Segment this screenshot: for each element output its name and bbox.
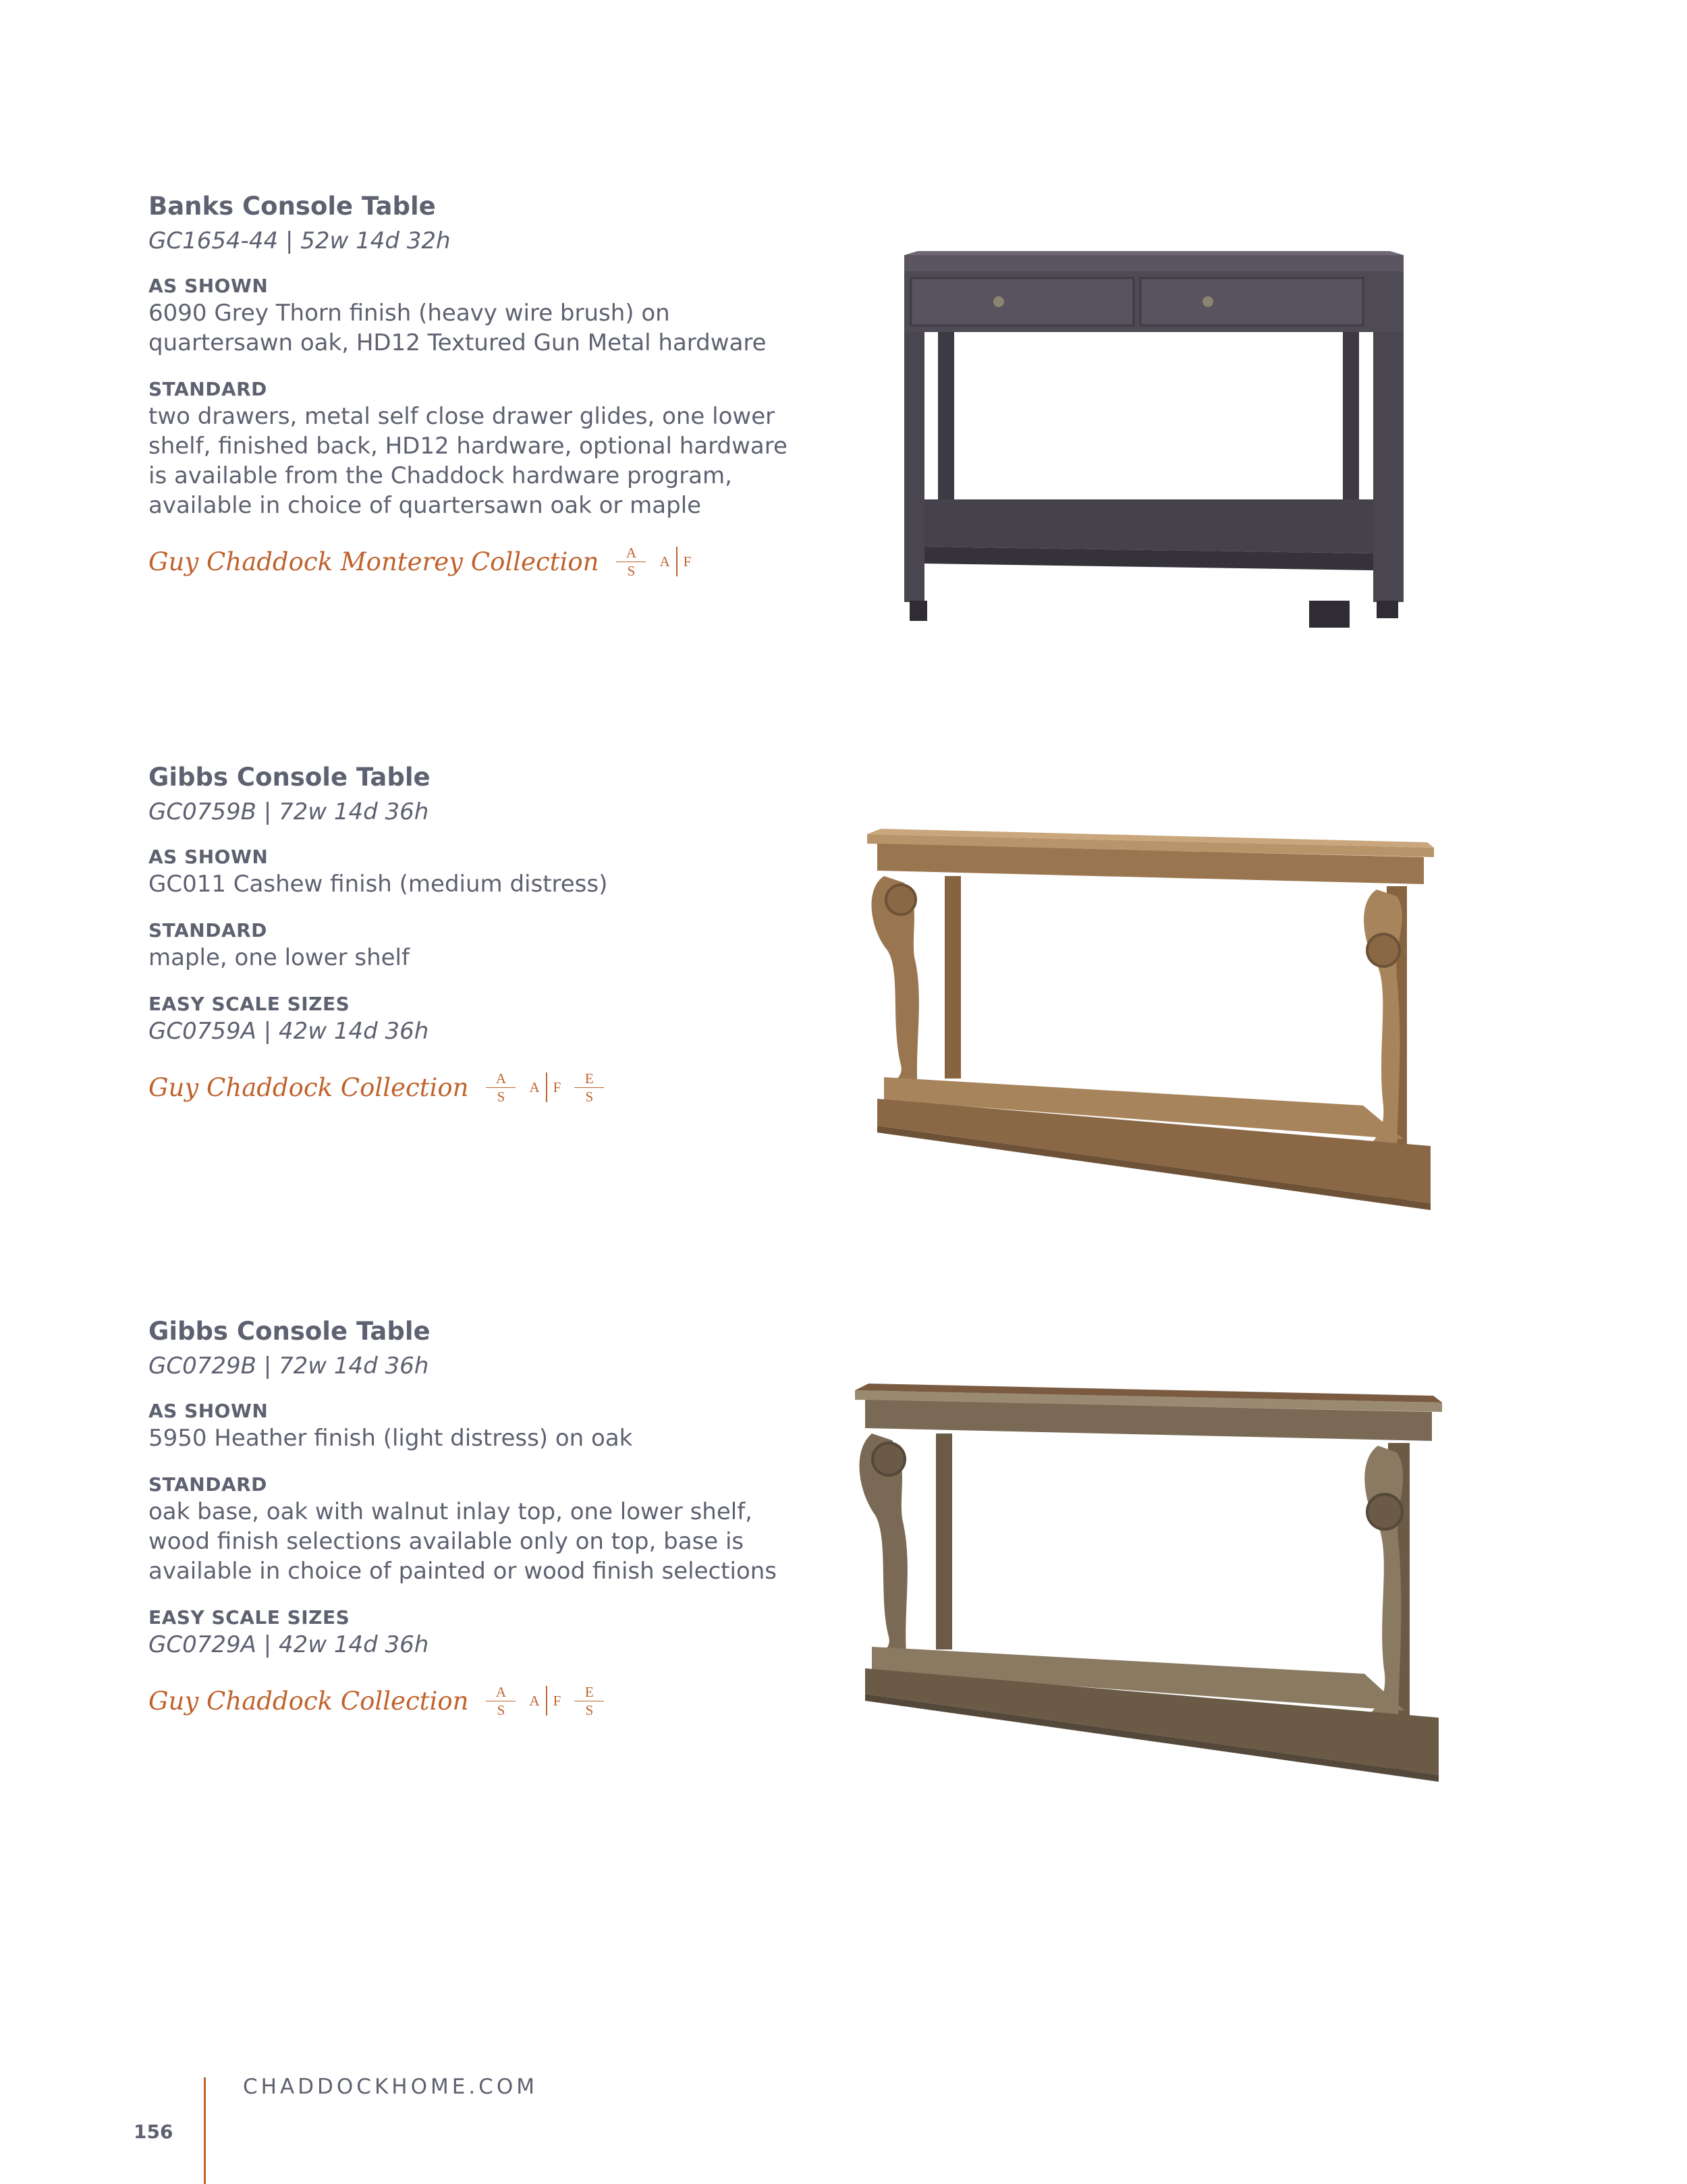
as-shown-line: 6090 Grey Thorn finish (heavy wire brush) on <box>148 300 670 327</box>
standard-heading: STANDARD <box>148 919 267 942</box>
as-mark <box>486 1684 516 1719</box>
collection-row <box>148 1064 837 1111</box>
collection-marks <box>486 1684 617 1719</box>
as-shown-text <box>148 869 837 899</box>
mark-bar <box>616 562 646 563</box>
es-mark <box>574 1684 604 1719</box>
as-shown-heading: AS SHOWN <box>148 275 269 298</box>
mark-left: A <box>529 1079 540 1095</box>
banks-console-photo <box>891 250 1410 634</box>
af-mark <box>659 547 691 576</box>
as-shown-line: GC011 Cashew finish (medium distress) <box>148 871 608 898</box>
product-gibbs-console-heather <box>148 1318 837 1724</box>
collection-name: Guy Chaddock Collection <box>148 1686 469 1716</box>
mark-bottom: S <box>585 1089 594 1105</box>
mark-top: A <box>495 1683 507 1700</box>
as-shown-heading: AS SHOWN <box>148 1400 269 1423</box>
easy-scale-heading: EASY SCALE SIZES <box>148 993 350 1016</box>
standard-text <box>148 943 837 973</box>
as-shown-line: quartersawn oak, HD12 Textured Gun Metal hardware <box>148 329 767 357</box>
mark-divider <box>546 1686 547 1716</box>
mark-bar <box>574 1087 604 1089</box>
standard-heading: STANDARD <box>148 1473 267 1496</box>
gibbs-heather-console-photo <box>852 1377 1452 1795</box>
collection-name: Guy Chaddock Monterey Collection <box>148 547 599 576</box>
collection-row <box>148 1677 837 1724</box>
standard-line: available in choice of painted or wood finish selections <box>148 1558 777 1585</box>
mark-left: A <box>659 553 670 570</box>
mark-top: A <box>626 544 637 561</box>
standard-text <box>148 1497 837 1586</box>
mark-top: E <box>584 1070 594 1087</box>
gibbs-cashew-console-photo <box>864 822 1444 1220</box>
mark-divider <box>546 1072 547 1102</box>
standard-line: wood finish selections available only on top, base is <box>148 1528 744 1556</box>
mark-bottom: S <box>497 1089 505 1105</box>
standard-line: oak base, oak with walnut inlay top, one lower shelf, <box>148 1498 752 1526</box>
as-shown-heading: AS SHOWN <box>148 846 269 869</box>
mark-left: A <box>529 1692 540 1709</box>
product-banks-console <box>148 193 837 585</box>
collection-marks <box>616 545 704 580</box>
mark-bottom: S <box>585 1702 594 1719</box>
mark-bottom: S <box>497 1702 505 1719</box>
product-gibbs-console-cashew <box>148 764 837 1111</box>
product-title: Banks Console Table <box>148 192 436 221</box>
as-mark <box>486 1070 516 1105</box>
easy-scale-value: GC0759A | 42w 14d 36h <box>148 1018 429 1045</box>
footer-rule <box>204 2077 206 2184</box>
mark-bar <box>486 1087 516 1089</box>
mark-bar <box>486 1701 516 1702</box>
as-shown-text <box>148 298 837 358</box>
standard-line: is available from the Chaddock hardware program, <box>148 462 732 490</box>
product-title: Gibbs Console Table <box>148 763 431 792</box>
easy-scale-value: GC0729A | 42w 14d 36h <box>148 1631 429 1659</box>
mark-divider <box>676 547 677 576</box>
collection-marks <box>486 1070 617 1105</box>
page-number: 156 <box>134 2121 173 2143</box>
as-mark <box>616 545 646 580</box>
standard-heading: STANDARD <box>148 378 267 401</box>
product-code: GC1654-44 | 52w 14d 32h <box>148 227 451 254</box>
as-shown-text <box>148 1423 837 1453</box>
mark-right: F <box>553 1079 561 1095</box>
af-mark <box>529 1072 561 1102</box>
footer-website: CHADDOCKHOME.COM <box>243 2075 538 2099</box>
mark-bar <box>574 1701 604 1702</box>
mark-bottom: S <box>627 563 636 580</box>
product-title: Gibbs Console Table <box>148 1317 431 1346</box>
product-code: GC0759B | 72w 14d 36h <box>148 798 429 825</box>
af-mark <box>529 1686 561 1716</box>
product-code: GC0729B | 72w 14d 36h <box>148 1352 429 1380</box>
standard-line: two drawers, metal self close drawer glides, one lower <box>148 403 775 431</box>
standard-line: maple, one lower shelf <box>148 944 410 972</box>
as-shown-line: 5950 Heather finish (light distress) on oak <box>148 1425 633 1452</box>
standard-line: shelf, finished back, HD12 hardware, optional hardware <box>148 433 787 460</box>
collection-row <box>148 538 837 585</box>
standard-text <box>148 402 837 520</box>
mark-top: A <box>495 1070 507 1087</box>
es-mark <box>574 1070 604 1105</box>
easy-scale-heading: EASY SCALE SIZES <box>148 1606 350 1629</box>
collection-name: Guy Chaddock Collection <box>148 1072 469 1102</box>
mark-right: F <box>683 553 692 570</box>
mark-right: F <box>553 1692 561 1709</box>
standard-line: available in choice of quartersawn oak or maple <box>148 492 702 520</box>
mark-top: E <box>584 1683 594 1700</box>
